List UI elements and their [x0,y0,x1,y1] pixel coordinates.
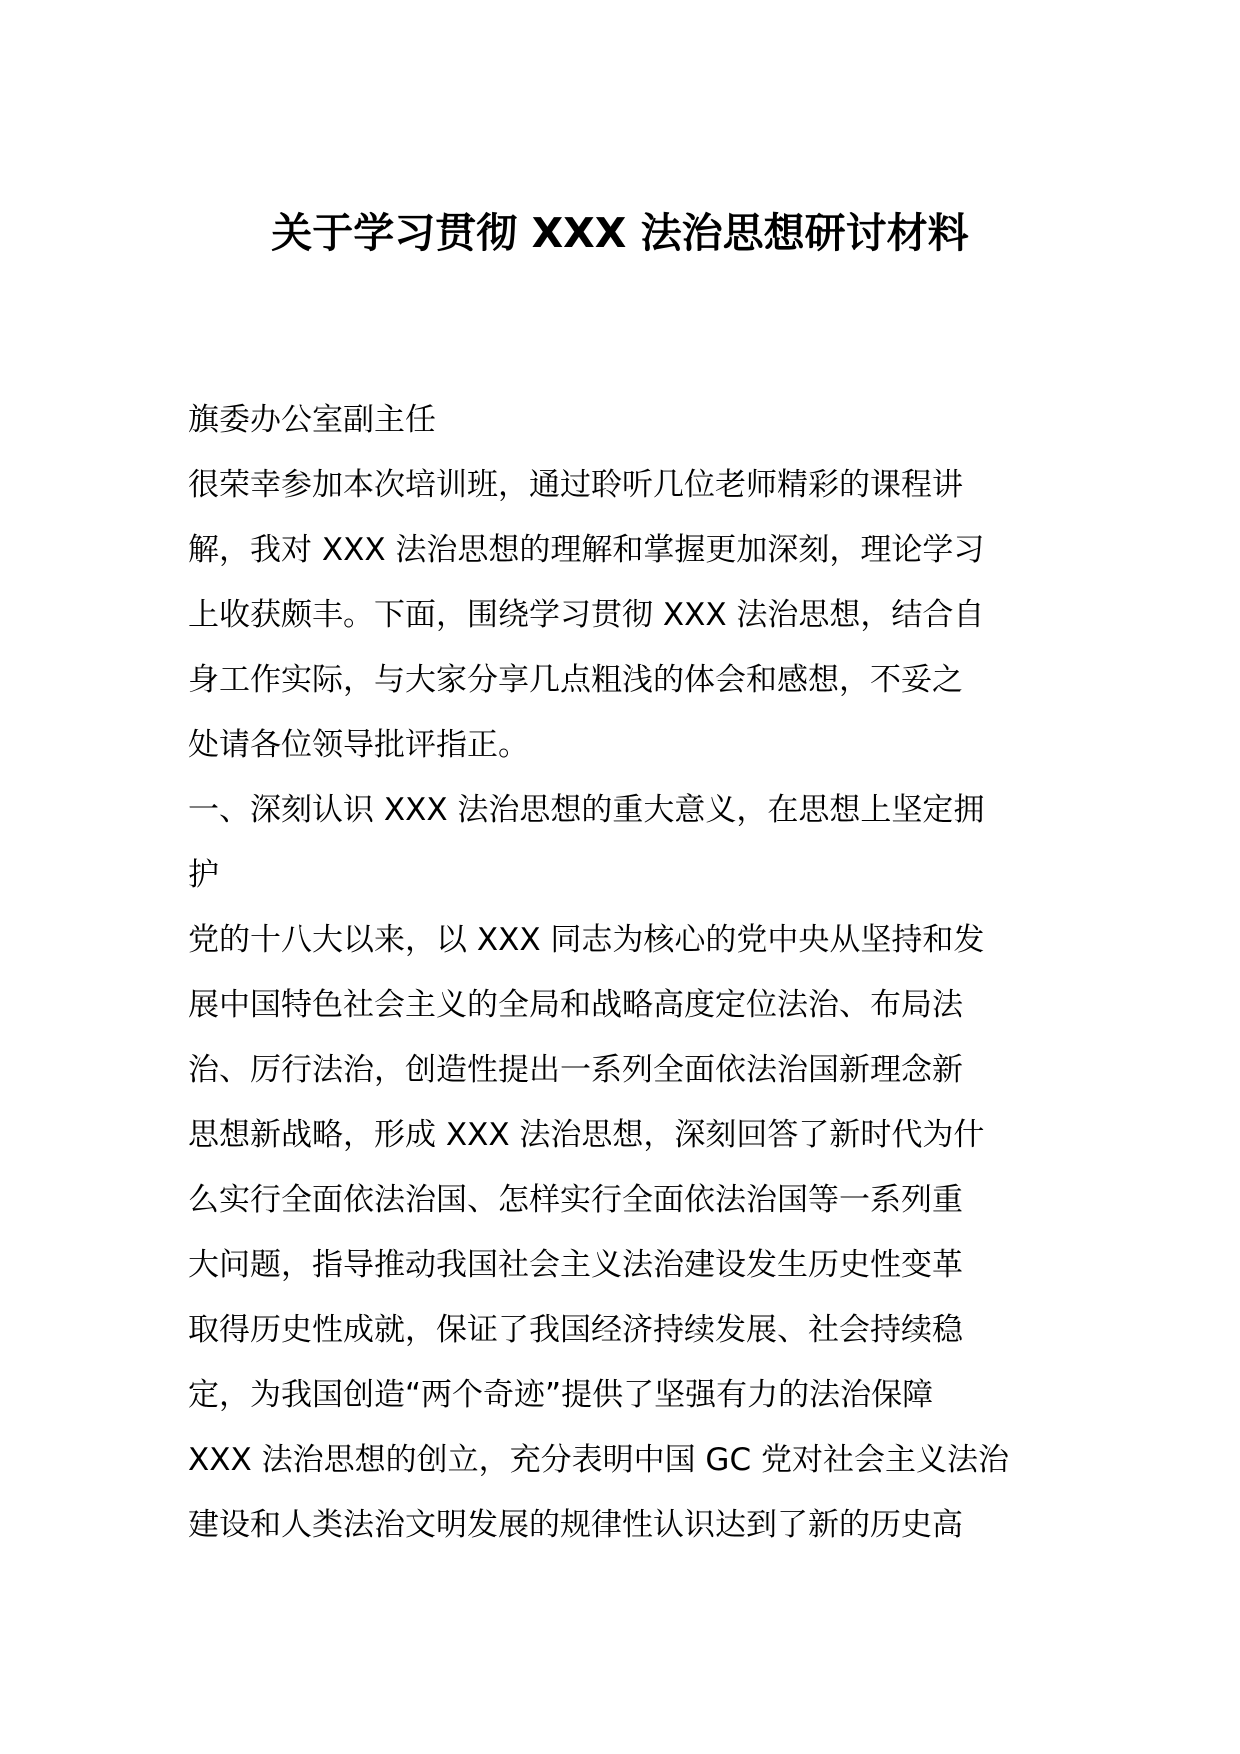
paragraph-line: 身工作实际，与大家分享几点粗浅的体会和感想，不妥之 [188,662,963,698]
document-title: 关于学习贯彻 XXX 法治思想研讨材料 [271,209,969,257]
paragraph-line: 很荣幸参加本次培训班，通过聆听几位老师精彩的课程讲 [188,467,963,503]
paragraph-line: 建设和人类法治文明发展的规律性认识达到了新的历史高 [188,1507,963,1543]
paragraph-line: 上收获颇丰。下面，围绕学习贯彻 XXX 法治思想，结合自 [188,597,985,633]
paragraph-line: 定，为我国创造“两个奇迹”提供了坚强有力的法治保障 [188,1377,934,1413]
document-body [188,388,1056,1558]
paragraph-line: 取得历史性成就，保证了我国经济持续发展、社会持续稳 [188,1312,963,1348]
paragraph-line: 解，我对 XXX 法治思想的理解和掌握更加深刻，理论学习 [188,532,985,568]
paragraph-line: 展中国特色社会主义的全局和战略高度定位法治、布局法 [188,987,963,1023]
section-heading-line: 一、深刻认识 XXX 法治思想的重大意义，在思想上坚定拥 [188,792,985,828]
paragraph-line: 处请各位领导批评指正。 [188,727,529,763]
paragraph-line: 党的十八大以来，以 XXX 同志为核心的党中央从坚持和发 [188,922,985,958]
paragraph-line: 思想新战略，形成 XXX 法治思想，深刻回答了新时代为什 [188,1117,985,1153]
paragraph-line: 治、厉行法治，创造性提出一系列全面依法治国新理念新 [188,1052,963,1088]
section-heading-line: 护 [188,857,219,893]
paragraph-line: XXX 法治思想的创立，充分表明中国 GC 党对社会主义法治 [188,1442,1009,1478]
paragraph-line: 大问题，指导推动我国社会主义法治建设发生历史性变革 [188,1247,963,1283]
author-line: 旗委办公室副主任 [188,402,436,438]
paragraph-line: 么实行全面依法治国、怎样实行全面依法治国等一系列重 [188,1182,963,1218]
